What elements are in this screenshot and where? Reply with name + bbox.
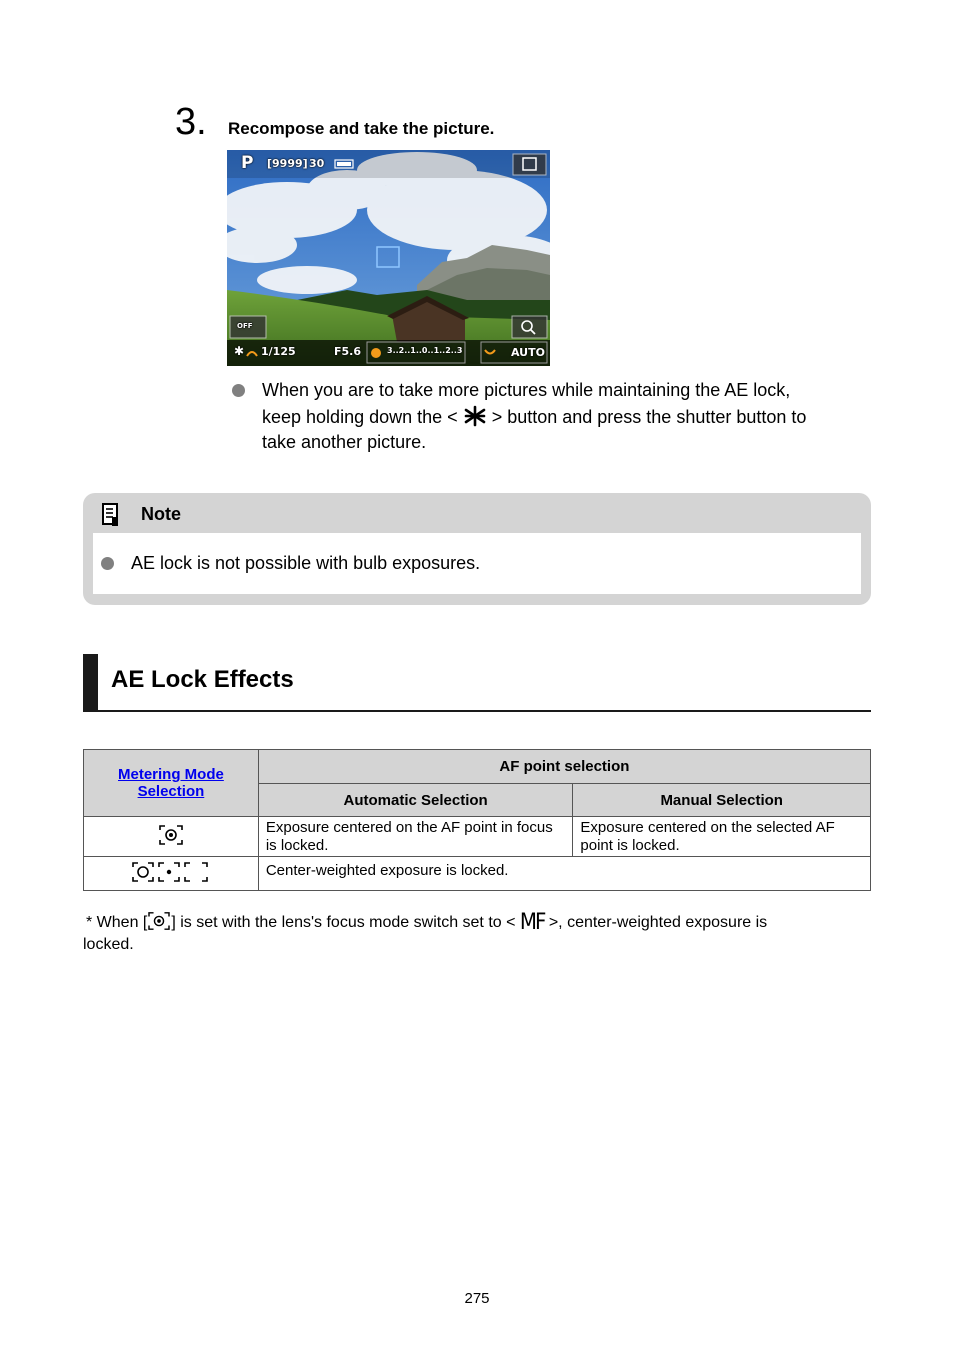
shots-remaining: [9999] bbox=[267, 157, 308, 170]
bullet-line-2-start: keep holding down the < bbox=[262, 407, 458, 427]
link-line-2: Selection bbox=[137, 783, 205, 800]
table-header-row bbox=[84, 750, 871, 784]
page-number: 275 bbox=[464, 1290, 490, 1307]
metering-icons-cell bbox=[84, 857, 259, 891]
section-heading: AE Lock Effects bbox=[111, 666, 294, 693]
footnote-end: >, center-weighted exposure is bbox=[548, 914, 768, 931]
bullet-paragraph bbox=[262, 378, 862, 455]
metering-mode-selection-link[interactable] bbox=[118, 766, 224, 800]
ae-lock-effects-table bbox=[83, 749, 871, 891]
table-row bbox=[84, 817, 871, 857]
aperture-value: F5.6 bbox=[334, 345, 362, 358]
landscape-scene bbox=[227, 150, 550, 366]
exposure-level-scale: 3..2..1..0..1..2..3 bbox=[387, 346, 463, 355]
note-box bbox=[83, 493, 871, 605]
center-weighted-metering-icon bbox=[185, 863, 207, 881]
table-row bbox=[84, 857, 871, 891]
camera-live-view-screen bbox=[227, 150, 550, 366]
evaluative-metering-icon bbox=[147, 911, 171, 931]
shutter-speed: 1/125 bbox=[261, 345, 296, 358]
note-content bbox=[93, 533, 861, 594]
bullet-marker bbox=[232, 384, 245, 397]
iso-value: AUTO bbox=[511, 346, 545, 359]
note-title: Note bbox=[141, 504, 181, 524]
metering-icon-cell bbox=[84, 817, 259, 857]
footnote bbox=[83, 911, 863, 956]
footnote-middle: ] is set with the lens's focus mode switch set to < bbox=[171, 914, 516, 931]
row1-automatic-cell: Exposure centered on the AF point in focus is locked. bbox=[258, 817, 573, 857]
row2-cell: Center-weighted exposure is locked. bbox=[258, 857, 870, 891]
footnote-start: * When [ bbox=[86, 914, 148, 931]
ae-lock-star-icon bbox=[463, 405, 487, 427]
bullet-marker bbox=[101, 557, 114, 570]
metering-modes-icons bbox=[131, 861, 211, 883]
note-item: AE lock is not possible with bulb exposures. bbox=[131, 553, 481, 573]
automatic-selection-header: Automatic Selection bbox=[258, 784, 573, 817]
bullet-line-2 bbox=[262, 405, 862, 430]
mf-icon: MF bbox=[519, 910, 545, 935]
bullet-line-3: take another picture. bbox=[262, 432, 427, 452]
evaluative-metering-icon bbox=[158, 824, 184, 846]
af-point-selection-header: AF point selection bbox=[258, 750, 870, 784]
bullet-line-1: When you are to take more pictures while maintaining the AE lock, bbox=[262, 380, 791, 400]
metering-mode-header bbox=[84, 750, 259, 817]
dof-preview-label: OFF bbox=[237, 322, 253, 330]
ae-lock-star-icon: ✱ bbox=[234, 344, 245, 358]
step-title: Recompose and take the picture. bbox=[228, 119, 495, 138]
footnote-line-1 bbox=[83, 911, 863, 934]
footnote-line-2: locked. bbox=[83, 936, 134, 953]
step-number: 3. bbox=[175, 101, 207, 143]
bullet-line-2-end: > button and press the shutter button to bbox=[491, 407, 807, 427]
note-memo-icon bbox=[102, 503, 120, 527]
manual-selection-header: Manual Selection bbox=[573, 784, 871, 817]
row1-manual-cell: Exposure centered on the selected AF point is locked. bbox=[573, 817, 871, 857]
link-line-1: Metering Mode bbox=[118, 766, 224, 783]
shooting-mode: P bbox=[241, 153, 254, 173]
heading-underline bbox=[83, 710, 871, 712]
max-burst: 30 bbox=[309, 157, 325, 170]
heading-bar bbox=[83, 654, 98, 711]
partial-metering-icon bbox=[133, 863, 153, 881]
